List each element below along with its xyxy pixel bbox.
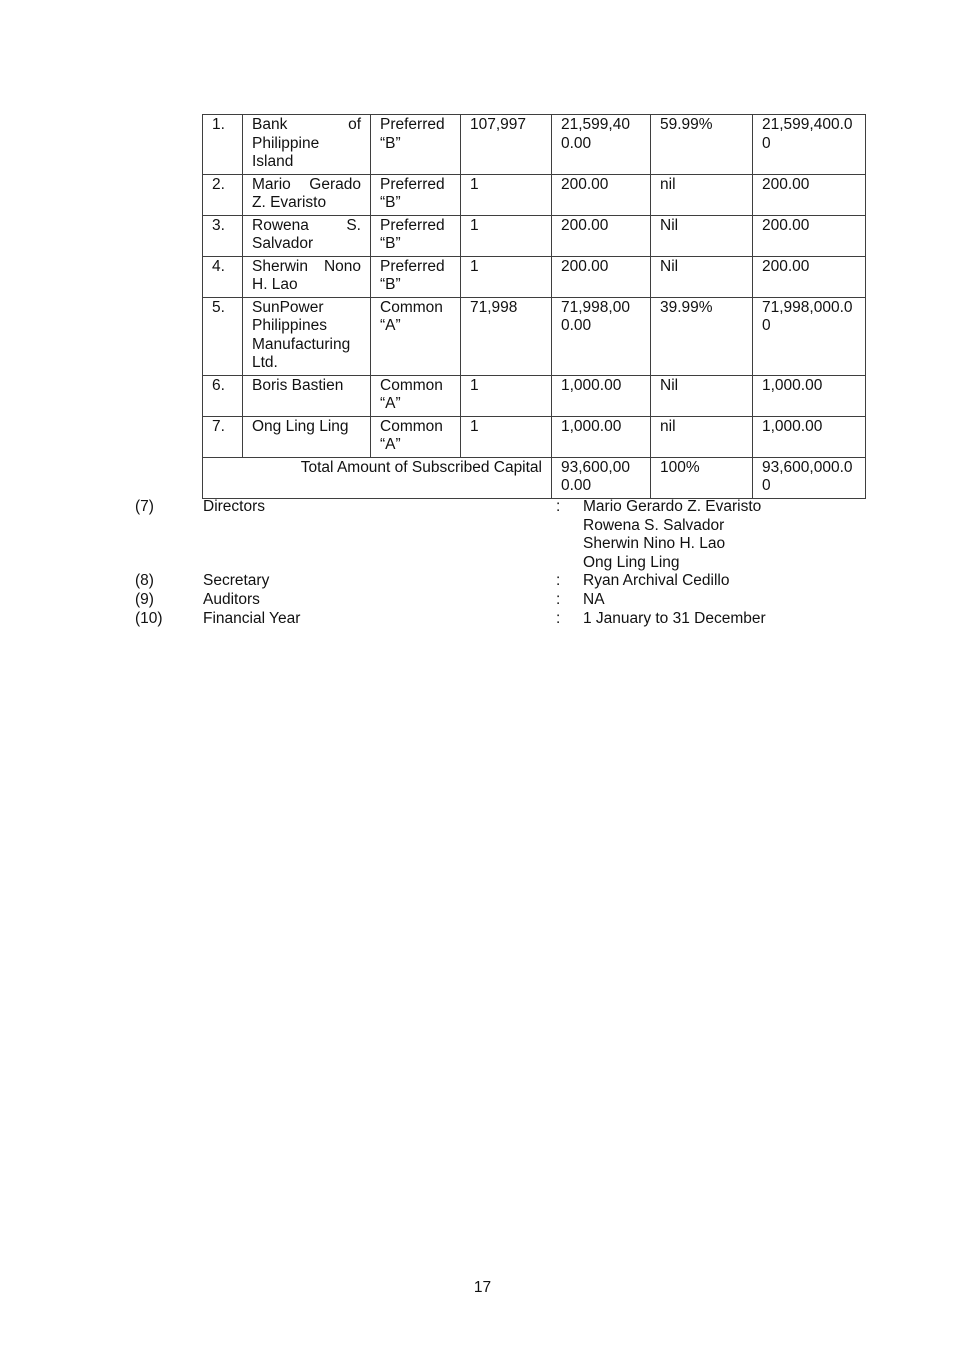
total-percent-cell: 100% [651,457,753,498]
director-name: Rowena S. Salvador [583,516,725,534]
table-total-row [203,457,866,498]
shares-cell: 1 [461,256,552,297]
shareholder-name-cell: Ong Ling Ling [243,416,371,457]
detail-row-secretary [135,572,875,591]
director-name: Ong Ling Ling [583,553,680,571]
row-number-cell: 4. [203,256,243,297]
amount-paid-cell: 21,599,400.00 [753,115,866,175]
percent-cell: nil [651,416,753,457]
item-label: Directors [203,498,266,515]
table-row [203,375,866,416]
item-label: Auditors [203,590,260,608]
amount-subscribed-cell: 71,998,000.00 [552,297,651,375]
shareholder-name-cell: Mario Gerado Z. Evaristo [243,174,371,215]
amount-subscribed-cell: 1,000.00 [552,375,651,416]
item-number: (10) [135,609,163,627]
percent-cell: Nil [651,215,753,256]
item-number: (9) [135,590,154,608]
table-row [203,256,866,297]
item-values [583,572,875,591]
item-colon: : [556,498,561,515]
amount-paid-cell: 200.00 [753,256,866,297]
item-number: (8) [135,572,154,590]
percent-cell: 39.99% [651,297,753,375]
item-values [583,498,875,572]
percent-cell: Nil [651,375,753,416]
total-amount-subscribed-cell: 93,600,000.00 [552,457,651,498]
amount-subscribed-cell: 21,599,400.00 [552,115,651,175]
financial-year-value: 1 January to 31 December [583,609,766,627]
amount-subscribed-cell: 1,000.00 [552,416,651,457]
amount-subscribed-cell: 200.00 [552,256,651,297]
item-label: Secretary [203,572,270,590]
row-number-cell: 2. [203,174,243,215]
percent-cell: Nil [651,256,753,297]
amount-subscribed-cell: 200.00 [552,174,651,215]
director-name: Sherwin Nino H. Lao [583,535,726,553]
subscribed-capital-table [202,114,866,499]
share-type-cell: Common “A” [371,375,461,416]
shares-cell: 1 [461,375,552,416]
share-type-cell: Preferred “B” [371,256,461,297]
total-label-cell: Total Amount of Subscribed Capital [203,457,552,498]
shareholder-name-cell: Rowena S. Salvador [243,215,371,256]
table-row [203,115,866,175]
page-number: 17 [473,1279,492,1296]
amount-paid-cell: 1,000.00 [753,375,866,416]
item-colon: : [556,590,561,608]
amount-paid-cell: 200.00 [753,215,866,256]
item-colon: : [556,572,561,590]
table-row [203,416,866,457]
total-amount-paid-cell: 93,600,000.00 [753,457,866,498]
row-number-cell: 7. [203,416,243,457]
percent-cell: nil [651,174,753,215]
share-type-cell: Preferred “B” [371,115,461,175]
share-type-cell: Preferred “B” [371,215,461,256]
amount-paid-cell: 71,998,000.00 [753,297,866,375]
item-number: (7) [135,498,154,515]
detail-row-auditors [135,591,875,610]
shares-cell: 1 [461,174,552,215]
percent-cell: 59.99% [651,115,753,175]
amount-paid-cell: 200.00 [753,174,866,215]
secretary-name: Ryan Archival Cedillo [583,572,730,590]
amount-subscribed-cell: 200.00 [552,215,651,256]
row-number-cell: 1. [203,115,243,175]
share-type-cell: Common “A” [371,416,461,457]
item-colon: : [556,609,561,627]
item-label: Financial Year [203,609,301,627]
shares-cell: 71,998 [461,297,552,375]
amount-paid-cell: 1,000.00 [753,416,866,457]
shares-cell: 107,997 [461,115,552,175]
table-row [203,174,866,215]
item-values [583,591,875,610]
row-number-cell: 3. [203,215,243,256]
share-type-cell: Preferred “B” [371,174,461,215]
shareholder-name-cell: Boris Bastien [243,375,371,416]
shareholder-name-cell: Sherwin Nono H. Lao [243,256,371,297]
item-values [583,610,875,629]
table-row [203,215,866,256]
shares-cell: 1 [461,215,552,256]
shareholder-name-cell: SunPower Philippines Manufacturing Ltd. [243,297,371,375]
shareholder-name-cell: Bank of Philippine Island [243,115,371,175]
auditors-value: NA [583,590,605,608]
row-number-cell: 5. [203,297,243,375]
table-row [203,297,866,375]
shares-cell: 1 [461,416,552,457]
share-type-cell: Common “A” [371,297,461,375]
director-name: Mario Gerardo Z. Evaristo [583,498,762,515]
detail-row-directors [135,498,875,572]
row-number-cell: 6. [203,375,243,416]
company-details-list [135,498,875,628]
detail-row-financial-year [135,610,875,629]
